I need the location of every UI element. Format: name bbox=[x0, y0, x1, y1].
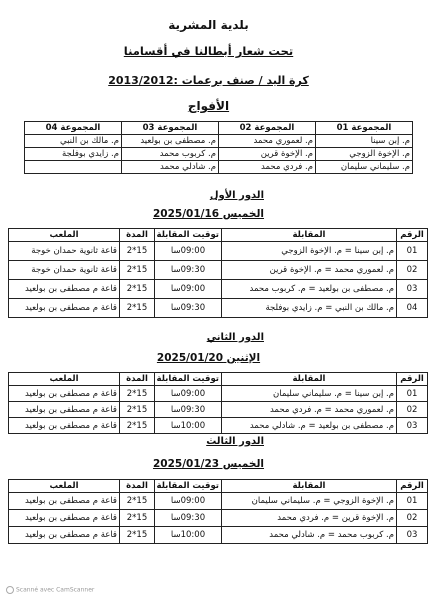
match-number: 04 bbox=[397, 299, 428, 318]
group-header: المجموعة 04 bbox=[25, 122, 122, 135]
round-3-header-row bbox=[9, 480, 428, 493]
camscanner-logo-icon bbox=[6, 586, 14, 594]
match-teams: م. مالك بن النبي = م. زايدي بوفلجة bbox=[222, 299, 397, 318]
match-venue: قاعة م مصطفى بن بولعيد bbox=[9, 418, 120, 434]
match-time: 09:30سا bbox=[155, 261, 222, 280]
match-number: 01 bbox=[397, 493, 428, 510]
match-venue: قاعة م مصطفى بن بولعيد bbox=[9, 493, 120, 510]
match-venue: قاعة م مصطفى بن بولعيد bbox=[9, 510, 120, 527]
match-venue: قاعة م مصطفى بن بولعيد bbox=[9, 299, 120, 318]
groups-row bbox=[25, 135, 413, 148]
match-teams: م. إبن سينا = م. الإخوة الزوجي bbox=[222, 242, 397, 261]
group-team: م. كربوب محمد bbox=[122, 148, 219, 161]
match-venue: قاعة ثانوية حمدان خوجة bbox=[9, 261, 120, 280]
match-duration: 2*15 bbox=[120, 510, 155, 527]
col-duration: المدة bbox=[120, 373, 155, 386]
group-team: م. الإخوة الزوجي bbox=[316, 148, 413, 161]
match-venue: قاعة م مصطفى بن بولعيد bbox=[9, 402, 120, 418]
match-duration: 2*15 bbox=[120, 280, 155, 299]
match-venue: قاعة م مصطفى بن بولعيد bbox=[9, 280, 120, 299]
col-time: توقيت المقابلة bbox=[155, 229, 222, 242]
match-duration: 2*15 bbox=[120, 299, 155, 318]
col-duration: المدة bbox=[120, 480, 155, 493]
match-time: 09:00سا bbox=[155, 242, 222, 261]
match-number: 03 bbox=[397, 418, 428, 434]
group-team bbox=[25, 161, 122, 174]
round-1-date: الخميس 2025/01/16 bbox=[152, 208, 265, 220]
round-2-header-row bbox=[9, 373, 428, 386]
round-2-date: الإثنين 2025/01/20 bbox=[156, 352, 261, 364]
match-number: 03 bbox=[397, 527, 428, 544]
group-header: المجموعة 02 bbox=[219, 122, 316, 135]
scanner-watermark bbox=[6, 586, 94, 594]
col-match: المقابلة bbox=[222, 229, 397, 242]
match-teams: م. الإخوة قرين = م. فردي محمد bbox=[222, 510, 397, 527]
match-row bbox=[9, 493, 428, 510]
match-duration: 2*15 bbox=[120, 261, 155, 280]
match-teams: م. الإخوة الزوجي = م. سليماني سليمان bbox=[222, 493, 397, 510]
match-number: 01 bbox=[397, 242, 428, 261]
group-header: المجموعة 03 bbox=[122, 122, 219, 135]
competition-title: كرة اليد / صنف برعمات :2013/2012 bbox=[108, 74, 309, 87]
groups-title: الأفواج bbox=[187, 99, 230, 113]
match-row bbox=[9, 510, 428, 527]
group-team: م. إبن سينا bbox=[316, 135, 413, 148]
group-team: م. لعموري محمد bbox=[219, 135, 316, 148]
round-3-table bbox=[8, 479, 428, 544]
match-row bbox=[9, 418, 428, 434]
match-time: 09:00سا bbox=[155, 493, 222, 510]
match-row bbox=[9, 280, 428, 299]
match-row bbox=[9, 402, 428, 418]
municipality-title: بلدية المشرية bbox=[168, 18, 249, 32]
match-duration: 2*15 bbox=[120, 527, 155, 544]
round-2-title: الدور الثاني bbox=[206, 332, 264, 343]
match-duration: 2*15 bbox=[120, 402, 155, 418]
group-team: م. مالك بن النبي bbox=[25, 135, 122, 148]
match-venue: قاعة ثانوية حمدان خوجة bbox=[9, 242, 120, 261]
col-number: الرقم bbox=[397, 373, 428, 386]
match-venue: قاعة م مصطفى بن بولعيد bbox=[9, 386, 120, 402]
groups-header-row bbox=[25, 122, 413, 135]
round-1-title: الدور الأول bbox=[209, 190, 264, 201]
col-venue: الملعب bbox=[9, 373, 120, 386]
match-row bbox=[9, 386, 428, 402]
match-teams: م. لعموري محمد = م. الإخوة قرين bbox=[222, 261, 397, 280]
match-row bbox=[9, 299, 428, 318]
group-team: م. سليماني سليمان bbox=[316, 161, 413, 174]
group-team: م. شادلي محمد bbox=[122, 161, 219, 174]
groups-row bbox=[25, 148, 413, 161]
match-number: 03 bbox=[397, 280, 428, 299]
match-time: 10:00سا bbox=[155, 527, 222, 544]
group-team: م. فردي محمد bbox=[219, 161, 316, 174]
col-number: الرقم bbox=[397, 229, 428, 242]
match-time: 09:00سا bbox=[155, 280, 222, 299]
col-duration: المدة bbox=[120, 229, 155, 242]
col-number: الرقم bbox=[397, 480, 428, 493]
col-time: توقيت المقابلة bbox=[155, 373, 222, 386]
col-match: المقابلة bbox=[222, 480, 397, 493]
group-team: م. الإخوة قرين bbox=[219, 148, 316, 161]
match-teams: م. كربوب محمد = م. شادلي محمد bbox=[222, 527, 397, 544]
match-teams: م. إبن سينا = م. سليماني سليمان bbox=[222, 386, 397, 402]
round-2-table bbox=[8, 372, 428, 434]
match-duration: 2*15 bbox=[120, 493, 155, 510]
col-venue: الملعب bbox=[9, 480, 120, 493]
match-duration: 2*15 bbox=[120, 418, 155, 434]
round-1-table bbox=[8, 228, 428, 318]
match-time: 09:30سا bbox=[155, 402, 222, 418]
groups-row bbox=[25, 161, 413, 174]
match-venue: قاعة م مصطفى بن بولعيد bbox=[9, 527, 120, 544]
match-row bbox=[9, 242, 428, 261]
col-match: المقابلة bbox=[222, 373, 397, 386]
match-time: 09:00سا bbox=[155, 386, 222, 402]
group-team: م. زايدي بوفلجة bbox=[25, 148, 122, 161]
scanner-text: Scanné avec CamScanner bbox=[16, 586, 95, 594]
match-time: 10:00سا bbox=[155, 418, 222, 434]
match-duration: 2*15 bbox=[120, 242, 155, 261]
match-number: 02 bbox=[397, 402, 428, 418]
match-teams: م. لعموري محمد = م. فردي محمد bbox=[222, 402, 397, 418]
match-row bbox=[9, 261, 428, 280]
round-3-date: الخميس 2025/01/23 bbox=[152, 458, 265, 470]
round-1-header-row bbox=[9, 229, 428, 242]
match-row bbox=[9, 527, 428, 544]
match-number: 01 bbox=[397, 386, 428, 402]
group-header: المجموعة 01 bbox=[316, 122, 413, 135]
match-duration: 2*15 bbox=[120, 386, 155, 402]
group-team: م. مصطفى بن بولعيد bbox=[122, 135, 219, 148]
match-teams: م. مصطفى بن بولعيد = م. شادلي محمد bbox=[222, 418, 397, 434]
match-number: 02 bbox=[397, 510, 428, 527]
col-venue: الملعب bbox=[9, 229, 120, 242]
match-teams: م. مصطفى بن بولعيد = م. كربوب محمد bbox=[222, 280, 397, 299]
round-3-title: الدور الثالث bbox=[206, 436, 264, 447]
match-number: 02 bbox=[397, 261, 428, 280]
groups-table bbox=[24, 121, 413, 174]
match-time: 09:30سا bbox=[155, 510, 222, 527]
col-time: توقيت المقابلة bbox=[155, 480, 222, 493]
match-time: 09:30سا bbox=[155, 299, 222, 318]
slogan-title: تحت شعار أبطالنا في أقسامنا bbox=[123, 44, 294, 58]
